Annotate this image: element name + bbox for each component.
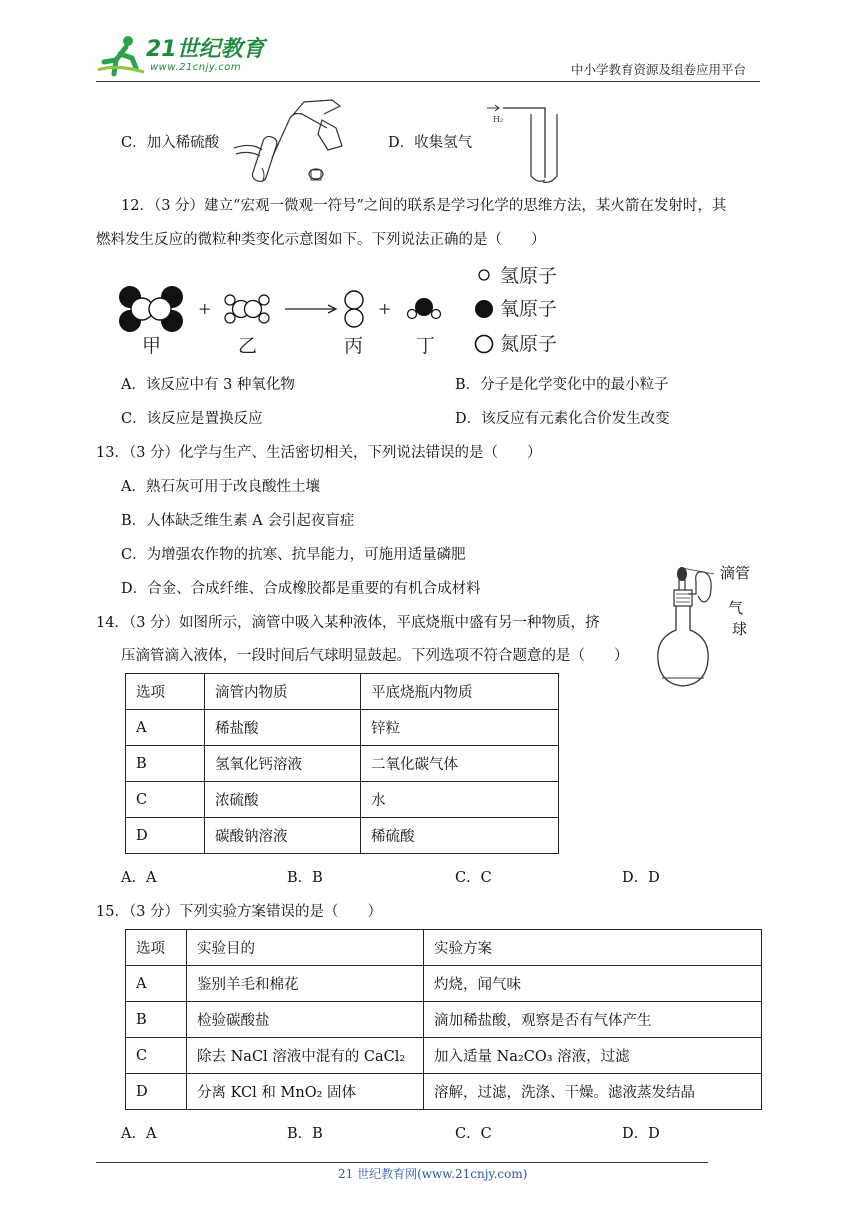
- q15-answer-b: B．B: [287, 1126, 323, 1142]
- table-header-row: [126, 930, 762, 966]
- q14-stem-line2: 压滴管滴入液体，一段时间后气球明显鼓起。下列选项不符合题意的是（ ）: [121, 648, 629, 664]
- q15-answer-d: D．D: [622, 1126, 660, 1142]
- header-divider: [96, 81, 760, 82]
- molecule-jia: [119, 286, 183, 332]
- q14-table: [125, 673, 559, 854]
- legend-nitrogen-icon: [474, 334, 494, 354]
- q13-option-a: A．熟石灰可用于改良酸性土壤: [121, 479, 320, 495]
- table-header-cell: 平底烧瓶内物质: [361, 674, 559, 710]
- logo-runner-icon: [96, 34, 148, 78]
- table-cell: 二氧化碳气体: [361, 746, 559, 782]
- legend-nitrogen-label: 氮原子: [500, 333, 558, 355]
- q15-table: [125, 929, 762, 1110]
- logo-url: www.21cnjy.com: [150, 62, 242, 73]
- q12-stem-line2: 燃料发生反应的微粒种类变化示意图如下。下列说法正确的是（ ）: [96, 232, 546, 248]
- table-cell: D: [126, 818, 205, 854]
- table-row: [126, 1002, 762, 1038]
- footer-divider: [96, 1162, 708, 1163]
- q15-answer-c: C．C: [455, 1126, 492, 1142]
- add-acid-illustration: [232, 98, 350, 188]
- legend-hydrogen-icon: [477, 268, 491, 282]
- table-cell: 稀盐酸: [205, 710, 361, 746]
- footer-link[interactable]: 21 世纪教育网(www.21cnjy.com): [338, 1167, 528, 1181]
- collect-hydrogen-illustration: [485, 100, 565, 186]
- table-cell: C: [126, 782, 205, 818]
- q12-stem-line1: 12．（3 分）建立“宏观一微观一符号”之间的联系是学习化学的思维方法，某火箭在发射时，其: [121, 198, 727, 214]
- table-header-cell: 选项: [126, 930, 187, 966]
- table-cell: 分离 KCl 和 MnO₂ 固体: [187, 1074, 424, 1110]
- table-cell: 检验碳酸盐: [187, 1002, 424, 1038]
- legend-oxygen-label: 氧原子: [500, 298, 558, 320]
- table-cell: 水: [361, 782, 559, 818]
- legend-oxygen-icon: [474, 299, 494, 319]
- table-cell: 浓硫酸: [205, 782, 361, 818]
- svg-text:H₂: H₂: [493, 115, 504, 124]
- molecule-yi: [225, 295, 269, 323]
- q14-answer-b: B．B: [287, 870, 323, 886]
- table-row: [126, 1038, 762, 1074]
- label-dropper: 滴管: [720, 564, 751, 582]
- svg-text:+: +: [198, 299, 212, 318]
- q11-option-d: D．收集氢气: [388, 135, 473, 151]
- q12-option-c: C．该反应是置换反应: [121, 411, 263, 427]
- label-ding: 丁: [416, 335, 436, 357]
- table-cell: 碳酸钠溶液: [205, 818, 361, 854]
- q15-stem: 15．（3 分）下列实验方案错误的是（ ）: [96, 904, 383, 920]
- table-row: [126, 966, 762, 1002]
- table-row: [126, 710, 559, 746]
- header-platform-text: 中小学教育资源及组卷应用平台: [571, 62, 747, 77]
- reaction-diagram: [110, 262, 480, 362]
- q15-answer-a: A．A: [121, 1126, 157, 1142]
- q14-answer-a: A．A: [121, 870, 157, 886]
- table-row: [126, 1074, 762, 1110]
- table-cell: D: [126, 1074, 187, 1110]
- label-balloon-2: 球: [732, 620, 748, 638]
- table-cell: 溶解，过滤，洗涤、干燥。滤液蒸发结晶: [424, 1074, 762, 1110]
- q11-option-c: C．加入稀硫酸: [121, 135, 220, 151]
- table-row: [126, 746, 559, 782]
- table-header-cell: 选项: [126, 674, 205, 710]
- table-row: [126, 782, 559, 818]
- molecule-ding: [408, 298, 441, 319]
- q14-answer-d: D．D: [622, 870, 660, 886]
- q14-answer-c: C．C: [455, 870, 492, 886]
- q13-option-b: B．人体缺乏维生素 A 会引起夜盲症: [121, 513, 355, 529]
- table-cell: 稀硫酸: [361, 818, 559, 854]
- q13-option-d: D．合金、合成纤维、合成橡胶都是重要的有机合成材料: [121, 581, 481, 597]
- label-bing: 丙: [344, 335, 364, 357]
- table-cell: 氢氧化钙溶液: [205, 746, 361, 782]
- table-cell: 加入适量 Na₂CO₃ 溶液，过滤: [424, 1038, 762, 1074]
- table-cell: A: [126, 710, 205, 746]
- table-cell: 灼烧，闻气味: [424, 966, 762, 1002]
- q14-stem-line1: 14．（3 分）如图所示，滴管中吸入某种液体，平底烧瓶中盛有另一种物质，挤: [96, 615, 600, 631]
- label-yi: 乙: [238, 335, 258, 357]
- table-cell: B: [126, 1002, 187, 1038]
- table-cell: A: [126, 966, 187, 1002]
- q12-option-b: B．分子是化学变化中的最小粒子: [455, 377, 669, 393]
- svg-text:+: +: [378, 299, 392, 318]
- table-header-cell: 实验方案: [424, 930, 762, 966]
- table-cell: 除去 NaCl 溶液中混有的 CaCl₂: [187, 1038, 424, 1074]
- page-header: [0, 0, 860, 84]
- q12-option-a: A．该反应中有 3 种氧化物: [121, 377, 295, 393]
- table-header-cell: 滴管内物质: [205, 674, 361, 710]
- legend-hydrogen-label: 氢原子: [500, 265, 558, 287]
- table-row: [126, 818, 559, 854]
- q13-option-c: C．为增强农作物的抗寒、抗旱能力，可施用适量磷肥: [121, 547, 466, 563]
- table-cell: 鉴别羊毛和棉花: [187, 966, 424, 1002]
- table-header-cell: 实验目的: [187, 930, 424, 966]
- label-balloon-1: 气: [728, 599, 744, 617]
- label-jia: 甲: [142, 335, 162, 357]
- table-header-row: [126, 674, 559, 710]
- table-cell: 锌粒: [361, 710, 559, 746]
- logo-text: 21世纪教育: [146, 37, 265, 62]
- molecule-bing: [345, 291, 363, 327]
- table-cell: C: [126, 1038, 187, 1074]
- q12-option-d: D．该反应有元素化合价发生改变: [455, 411, 670, 427]
- table-cell: B: [126, 746, 205, 782]
- table-cell: 滴加稀盐酸，观察是否有气体产生: [424, 1002, 762, 1038]
- q13-stem: 13．（3 分）化学与生产、生活密切相关，下列说法错误的是（ ）: [96, 445, 542, 461]
